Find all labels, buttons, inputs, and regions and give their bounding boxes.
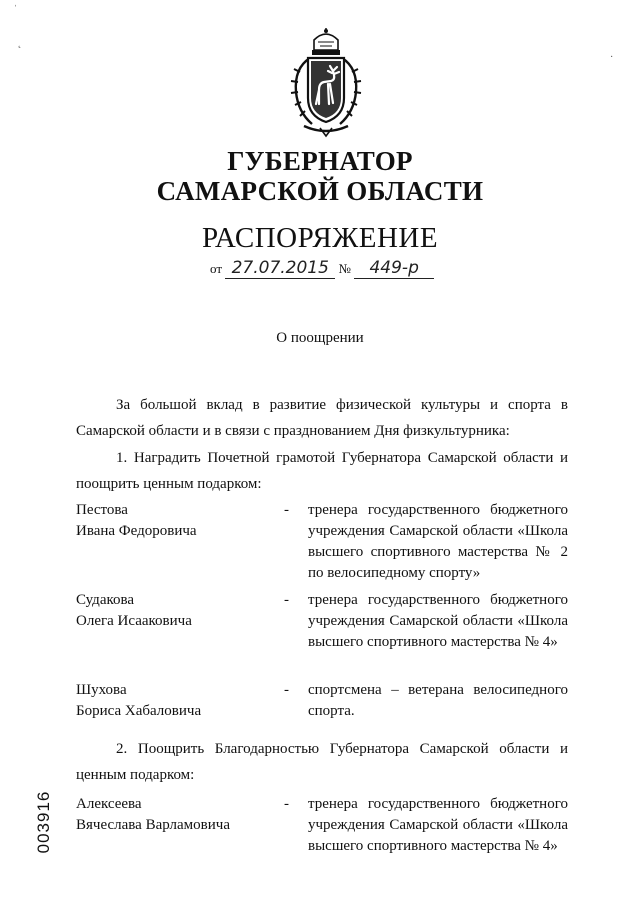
awardee-description: тренера государственного бюджетного учреждения Самарской области «Школа высшего спортивного мастерства № 2 по велосипедному спорту»	[308, 502, 568, 581]
number-field	[354, 258, 434, 279]
awardee-description: спортсмена – ветерана велосипедного спорта.	[308, 682, 568, 719]
stamp-number-text: 003916	[34, 790, 53, 854]
awardee-name: Алексеева Вячеслава Варламовича	[76, 796, 230, 833]
date-field	[225, 258, 335, 279]
coat-of-arms-emblem	[288, 28, 364, 138]
awardee-dash: -	[284, 682, 289, 698]
awardee-name: Пестова Ивана Федоровича	[76, 502, 197, 539]
date-prefix: от	[210, 261, 223, 276]
number-prefix: №	[338, 261, 351, 276]
registration-stamp-number	[24, 780, 64, 864]
item2-paragraph: 2. Поощрить Благодарностью Губернатора Самарской области и ценным подарком:	[76, 741, 568, 783]
date-number-line	[210, 258, 434, 279]
date-value: 27.07.2015	[231, 258, 329, 278]
scan-speck: ·	[610, 52, 614, 63]
scan-speck: ˛	[18, 38, 22, 49]
awardee-dash: -	[284, 502, 289, 518]
awardee-description: тренера государственного бюджетного учреждения Самарской области «Школа высшего спортивного мастерства № 4»	[308, 796, 568, 854]
awardee-name: Шухова Бориса Хабаловича	[76, 682, 202, 719]
intro-paragraph: За большой вклад в развитие физической культуры и спорта в Самарской области и в связи с празднованием Дня физкультурника:	[76, 397, 568, 439]
authority-title-line2: САМАРСКОЙ ОБЛАСТИ	[156, 176, 484, 206]
subject-line: О поощрении	[276, 330, 364, 346]
awardee-name: Судакова Олега Исааковича	[76, 592, 192, 629]
authority-title-line1: ГУБЕРНАТОР	[227, 146, 413, 176]
document-type: РАСПОРЯЖЕНИЕ	[201, 222, 439, 254]
awardee-description: тренера государственного бюджетного учреждения Самарской области «Школа высшего спортивного мастерства № 4»	[308, 592, 568, 650]
scan-speck: ˈ	[14, 4, 18, 15]
item1-paragraph: 1. Наградить Почетной грамотой Губернатора Самарской области и поощрить ценным подарком:	[76, 450, 568, 492]
awardee-dash: -	[284, 592, 289, 608]
number-value: 449-р	[369, 258, 419, 278]
awardee-dash: -	[284, 796, 289, 812]
